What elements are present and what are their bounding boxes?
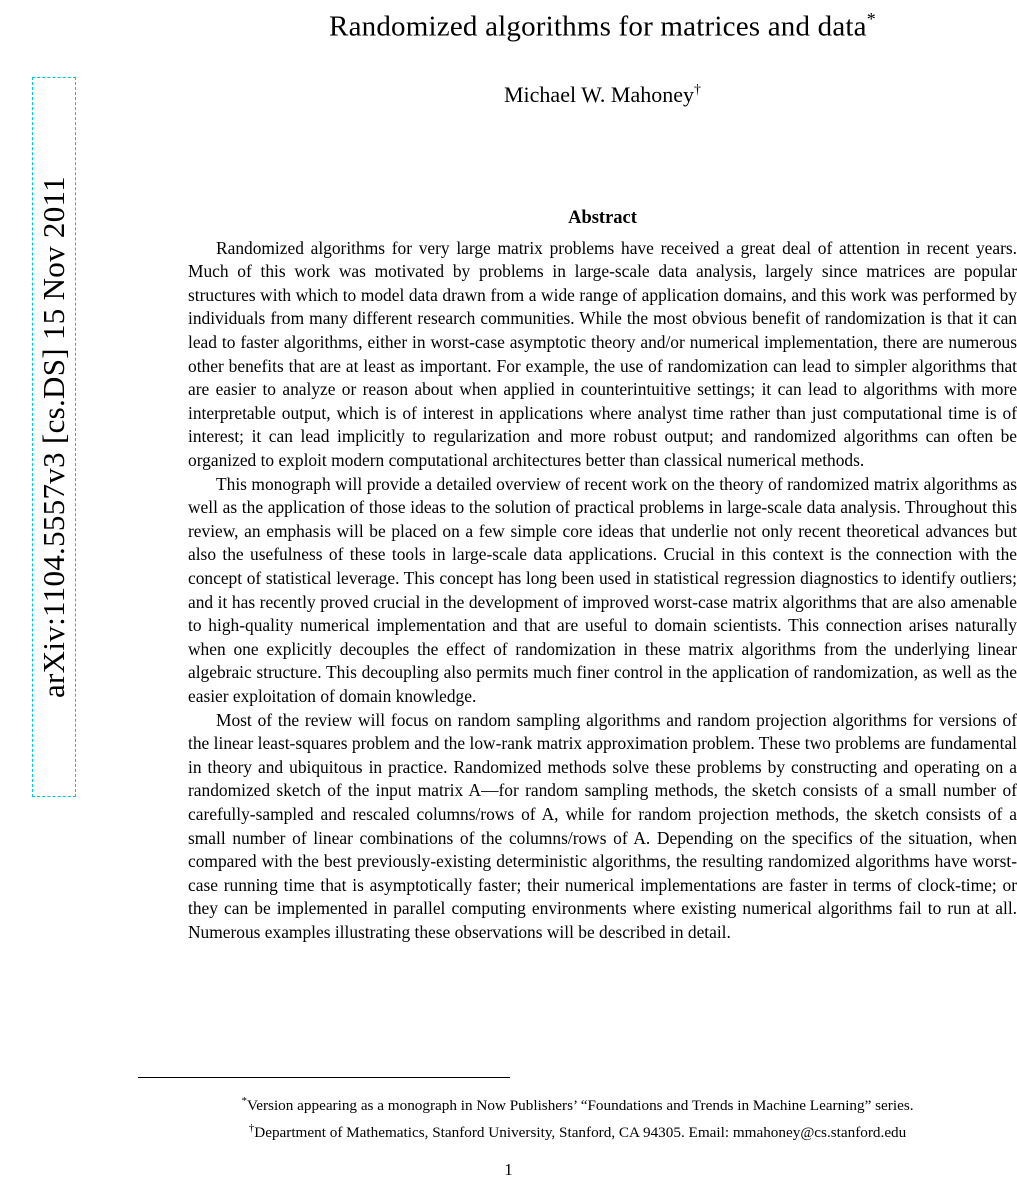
author-name: Michael W. Mahoney [503, 81, 695, 107]
footnote-block [138, 1090, 1017, 1144]
abstract-paragraph-2: This monograph will provide a detailed overview of recent work on the theory of randomized matrix algorithms as well as the application of those ideas to the solution of practical problems in large-scale data analysis. Throughout this review, an emphasis will be placed on a few simple core ideas that underlie not only recent theoretical advances but also the usefulness of these tools in large-scale data applications. Crucial in this context is the connection with the concept of statistical leverage. This concept has long been used in statistical regression diagnostics to identify outliers; and it has recently proved crucial in the development of improved worst-case matrix algorithms that are also amenable to high-quality numerical implementation and that are useful to domain scientists. This connection arises naturally when one explicitly decouples the effect of randomization in these matrix algorithms from the underlying linear algebraic structure. This decoupling also permits much finer control in the application of randomization, as well as the easier exploitation of domain knowledge. [188, 473, 1017, 706]
abstract-heading: Abstract [568, 207, 637, 228]
abstract-paragraph-1: Randomized algorithms for very large matrix problems have received a great deal of attention in recent years. Much of this work was motivated by problems in large-scale data analysis, largely since matrices are popular structures with which to model data drawn from a wide range of application domains, and this work was performed by individuals from many different research communities. While the most obvious benefit of randomization is that it can lead to faster algorithms, either in worst-case asymptotic theory and/or numerical implementation, there are numerous other benefits that are at least as important. For example, the use of randomization can lead to simpler algorithms that are easier to analyze or reason about when applied in counterintuitive settings; it can lead to algorithms with more interpretable output, which is of interest in applications where analyst time rather than just computational time is of interest; it can lead implicitly to regularization and more robust output; and randomized algorithms can often be organized to exploit modern computational architectures better than classical numerical methods. [188, 237, 1017, 470]
footnote-2-mark: † [248, 1122, 255, 1135]
title-footnote-mark: * [866, 9, 876, 29]
author-line [188, 82, 1017, 108]
paper-content [188, 0, 1017, 944]
page-title [188, 2, 1017, 44]
footnote-2 [138, 1117, 1017, 1144]
page-number: 1 [504, 1160, 513, 1179]
footnote-separator-rule [138, 1077, 510, 1078]
title-text: Randomized algorithms for matrices and data [329, 10, 867, 43]
abstract-paragraph-3: Most of the review will focus on random sampling algorithms and random projection algorithms for versions of the linear least-squares problem and the low-rank matrix approximation problem. These two problems are fundamental in theory and ubiquitous in practice. Randomized methods solve these problems by constructing and operating on a randomized sketch of the input matrix A—for random sampling methods, the sketch consists of a small number of carefully-sampled and rescaled columns/rows of A, while for random projection methods, the sketch consists of a small number of linear combinations of the columns/rows of A. Depending on the specifics of the situation, when compared with the best previously-existing deterministic algorithms, the resulting randomized algorithms have worst-case running time that is asymptotically faster; their numerical implementations are faster in terms of clock-time; or they can be implemented in parallel computing environments where existing numerical algorithms fail to run at all. Numerous examples illustrating these observations will be described in detail. [188, 709, 1017, 942]
arxiv-identifier-text: arXiv:1104.5557v3 [cs.DS] 15 Nov 2011 [36, 176, 71, 698]
author-footnote-mark: † [694, 82, 702, 98]
footnote-1-text: Version appearing as a monograph in Now Publishers’ “Foundations and Trends in Machine Learning” series. [246, 1097, 914, 1115]
arxiv-identifier-stamp [32, 77, 76, 797]
footnote-2-text: Department of Mathematics, Stanford University, Stanford, CA 94305. Email: mmahoney@cs.stanford.edu [254, 1124, 907, 1142]
footnote-1-mark: * [241, 1095, 247, 1107]
footnote-1 [138, 1090, 1017, 1117]
